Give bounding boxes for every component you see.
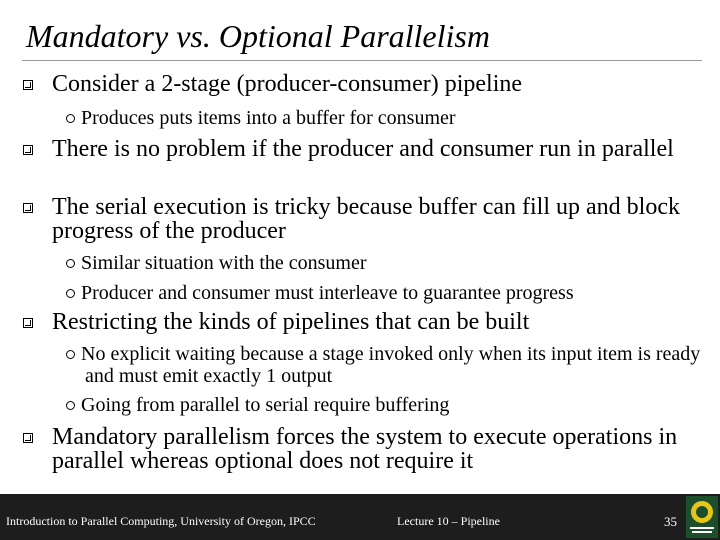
page-number: 35 (664, 514, 677, 529)
square-bullet-icon (23, 318, 33, 328)
bullet-item (52, 72, 707, 96)
circle-bullet-icon (66, 350, 75, 359)
sub-bullet-text: Producer and consumer must interleave to guarantee progress (81, 282, 574, 304)
square-bullet-icon (23, 203, 33, 213)
logo-o-mark (691, 501, 713, 523)
bullet-item (52, 310, 707, 334)
sub-bullet-text: Similar situation with the consumer (81, 252, 367, 274)
slide-footer (0, 494, 720, 540)
bullet-text: The serial execution is tricky because buffer can fill up and block progress of the producer (52, 194, 680, 244)
footer-course-info: Introduction to Parallel Computing, University of Oregon, IPCC (6, 514, 316, 528)
square-bullet-icon (23, 80, 33, 90)
circle-bullet-icon (66, 114, 75, 123)
sub-bullet-item (66, 282, 706, 304)
circle-bullet-icon (66, 259, 75, 268)
square-bullet-icon (23, 433, 33, 443)
square-bullet-icon (23, 145, 33, 155)
bullet-text: Consider a 2-stage (producer-consumer) pipeline (52, 71, 523, 97)
footer-lecture-title: Lecture 10 – Pipeline (397, 514, 500, 528)
bullet-item (52, 195, 707, 243)
sub-bullet-item (66, 252, 706, 274)
circle-bullet-icon (66, 289, 75, 298)
bullet-item (52, 137, 707, 161)
sub-bullet-text: No explicit waiting because a stage invoked only when its input item is ready and must emit exactly 1 output (81, 343, 701, 387)
slide-title: Mandatory vs. Optional Parallelism (26, 18, 490, 54)
circle-bullet-icon (66, 401, 75, 410)
title-divider (22, 60, 702, 61)
university-logo-icon (686, 496, 718, 538)
logo-wordmark-line (690, 527, 714, 529)
bullet-item (52, 425, 707, 473)
sub-bullet-text: Produces puts items into a buffer for consumer (81, 107, 456, 129)
sub-bullet-item (66, 107, 706, 129)
bullet-text: Mandatory parallelism forces the system to execute operations in parallel whereas optional does not require it (52, 424, 678, 474)
logo-wordmark-line (692, 531, 712, 533)
sub-bullet-item (66, 394, 706, 416)
sub-bullet-text: Going from parallel to serial require buffering (81, 394, 450, 416)
bullet-text: Restricting the kinds of pipelines that can be built (52, 309, 530, 335)
sub-bullet-item (66, 343, 720, 387)
bullet-text: There is no problem if the producer and consumer run in parallel (52, 136, 674, 162)
